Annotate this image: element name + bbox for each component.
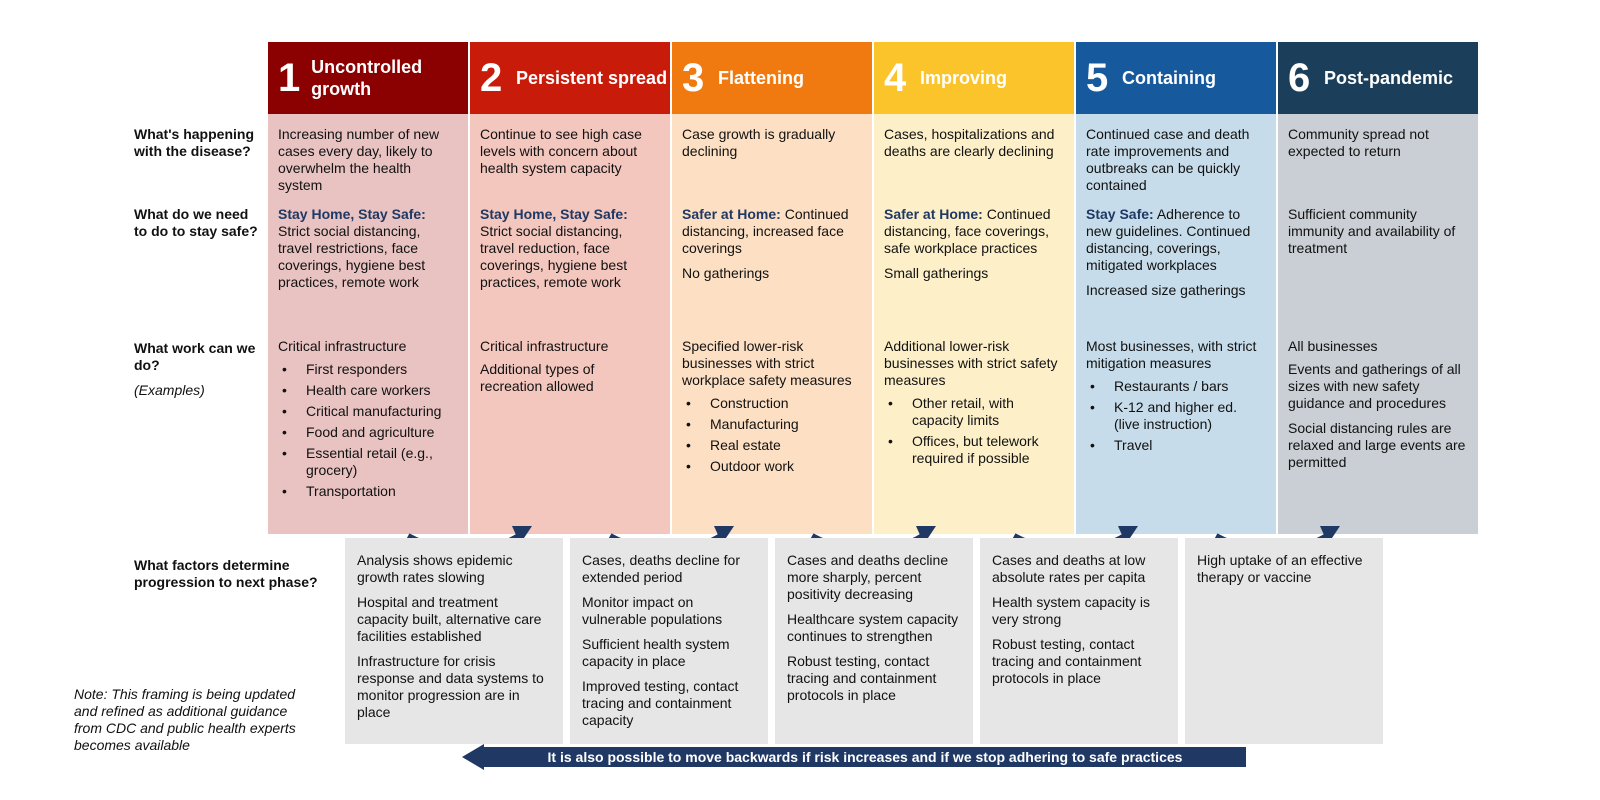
factor-text: Healthcare system capacity continues to strengthen (787, 611, 959, 644)
factor-box-1 (345, 538, 563, 744)
phase-column-6 (1278, 114, 1478, 534)
work-list-item: • First responders (278, 361, 458, 378)
work-list-item: • Transportation (278, 483, 458, 500)
work-cell (874, 338, 1074, 471)
stay-safe-body: Strict social distancing, travel restrictions, face coverings, hygiene best practices, remote work (278, 223, 426, 290)
work-list-item: • Outdoor work (682, 458, 862, 475)
factor-text: Robust testing, contact tracing and containment protocols in place (992, 636, 1142, 686)
disease-text: Continued case and death rate improvements and outbreaks can be quickly contained (1086, 126, 1250, 193)
disease-text: Case growth is gradually declining (682, 126, 836, 159)
phase-header-4 (874, 42, 1074, 114)
stay-safe-lead: Stay Home, Stay Safe (480, 206, 624, 222)
factor-text: Infrastructure for crisis response and data systems to monitor progression are in place (357, 653, 544, 720)
work-list-item: • Travel (1086, 437, 1266, 454)
stay-safe-body: Strict social distancing, travel reduction, face coverings, hygiene best practices, remote work (480, 223, 628, 290)
stay-safe-text (480, 206, 660, 291)
factor-text: Monitor impact on vulnerable populations (582, 594, 723, 627)
work-cell (672, 338, 872, 479)
phase-header-3 (672, 42, 872, 114)
phase-number: 2 (480, 56, 503, 100)
factor-text: Cases and deaths at low absolute rates per capita (992, 552, 1146, 585)
backwards-text: It is also possible to move backwards if risk increases and if we stop adhering to safe practices (547, 749, 1183, 765)
phase-title: Flattening (718, 68, 804, 88)
row-label-work-text: What work can we do? (134, 340, 256, 373)
phase-column-5 (1076, 114, 1276, 534)
phase-header-5 (1076, 42, 1276, 114)
phase-number: 5 (1086, 56, 1109, 100)
work-intro: Most businesses, with strict mitigation measures (1086, 338, 1257, 371)
lead-colon: : (978, 206, 983, 222)
stay-safe-extra: Increased size gatherings (1086, 282, 1246, 298)
phase-title: Improving (920, 68, 1008, 88)
work-intro: Specified lower-risk businesses with strict workplace safety measures (682, 338, 852, 388)
work-list-item: • Other retail, with capacity limits (884, 395, 1064, 429)
work-intro: Critical infrastructure (278, 338, 407, 354)
factor-text: High uptake of an effective therapy or vaccine (1197, 552, 1363, 585)
work-list-item: • Real estate (682, 437, 862, 454)
stay-safe-extra: No gatherings (682, 265, 770, 281)
stay-safe-body: Continued distancing, face coverings, safe workplace practices (884, 206, 1051, 256)
work-list-item: • Essential retail (e.g., grocery) (278, 445, 458, 479)
phase-column-3 (672, 114, 872, 534)
work-intro: All businesses (1288, 338, 1378, 354)
stay-safe-lead: Safer at Home (682, 206, 777, 222)
disease-text: Community spread not expected to return (1288, 126, 1429, 159)
lead-colon: : (776, 206, 781, 222)
phase-column-4 (874, 114, 1074, 534)
stay-safe-cell (672, 206, 872, 290)
factor-box-2 (570, 538, 768, 744)
framing-note: Note: This framing is being updated and refined as additional guidance from CDC and public health experts becomes available (74, 686, 296, 753)
work-list-item: • Manufacturing (682, 416, 862, 433)
factor-text: Sufficient health system capacity in place (582, 636, 730, 669)
disease-cell (672, 126, 872, 168)
disease-text: Cases, hospitalizations and deaths are clearly declining (884, 126, 1055, 159)
factor-text: Cases and deaths decline more sharply, percent positivity decreasing (787, 552, 949, 602)
disease-text: Continue to see high case levels with concern about health system capacity (480, 126, 642, 176)
factor-text: Hospital and treatment capacity built, alternative care facilities established (357, 594, 542, 644)
work-list-item: • Restaurants / bars (1086, 378, 1266, 395)
factor-box-3 (775, 538, 973, 744)
stay-safe-lead: Stay Safe (1086, 206, 1150, 222)
work-list-item: • Health care workers (278, 382, 458, 399)
work-list (682, 395, 862, 475)
work-extra: Social distancing rules are relaxed and large events are permitted (1288, 420, 1466, 470)
work-list-item: • Construction (682, 395, 862, 412)
stay-safe-body: Continued distancing, increased face coverings (682, 206, 849, 256)
work-list-item: • Offices, but telework required if possible (884, 433, 1064, 467)
stay-safe-body: Adherence to new guidelines. Continued distancing, coverings, mitigated workplaces (1086, 206, 1251, 273)
row-label-work-sub: (Examples) (134, 382, 205, 398)
stay-safe-cell (874, 206, 1074, 290)
factor-box-5 (1185, 538, 1383, 744)
work-cell (268, 338, 468, 504)
phase-number: 3 (682, 56, 705, 100)
phase-column-1 (268, 114, 468, 534)
stay-safe-extra: Small gatherings (884, 265, 989, 281)
disease-cell (268, 126, 468, 202)
stay-safe-cell (1076, 206, 1276, 307)
lead-colon: : (421, 206, 426, 222)
row-label-factors: What factors determine progression to next phase? (134, 557, 318, 590)
work-list-item: • Food and agriculture (278, 424, 458, 441)
phase-number: 1 (278, 56, 301, 100)
work-intro: Critical infrastructure (480, 338, 609, 354)
disease-cell (874, 126, 1074, 168)
phase-header-2 (470, 42, 670, 114)
work-extra: Events and gatherings of all sizes with new safety guidance and procedures (1288, 361, 1461, 411)
work-cell (470, 338, 670, 403)
disease-cell (470, 126, 670, 185)
phase-header-1 (268, 42, 468, 114)
stay-safe-cell (1278, 206, 1478, 265)
phase-title: Post-pandemic (1324, 68, 1454, 88)
phase-header-6 (1278, 42, 1478, 114)
work-extra: Additional types of recreation allowed (480, 361, 595, 394)
stay-safe-text (278, 206, 458, 291)
disease-text: Increasing number of new cases every day, likely to overwhelm the health system (278, 126, 440, 193)
stay-safe-text (682, 206, 862, 257)
disease-cell (1076, 126, 1276, 202)
factor-text: Cases, deaths decline for extended period (582, 552, 740, 585)
stay-safe-body: Sufficient community immunity and availability of treatment (1288, 206, 1456, 256)
work-list (278, 361, 458, 500)
stay-safe-lead: Safer at Home (884, 206, 979, 222)
stay-safe-cell (268, 206, 468, 299)
row-label-disease: What's happening with the disease? (134, 126, 254, 159)
work-list-item: • Critical manufacturing (278, 403, 458, 420)
stay-safe-lead: Stay Home, Stay Safe (278, 206, 422, 222)
row-label-stay-safe: What do we need to do to stay safe? (134, 206, 258, 239)
phase-title: Persistent spread (516, 68, 668, 88)
lead-colon: : (1149, 206, 1154, 222)
factor-text: Robust testing, contact tracing and containment protocols in place (787, 653, 937, 703)
factor-text: Health system capacity is very strong (992, 594, 1150, 627)
factor-text: Analysis shows epidemic growth rates slowing (357, 552, 513, 585)
work-list (884, 395, 1064, 467)
factor-text: Improved testing, contact tracing and containment capacity (582, 678, 739, 728)
work-intro: Additional lower-risk businesses with strict safety measures (884, 338, 1058, 388)
work-list-item: • K-12 and higher ed. (live instruction) (1086, 399, 1266, 433)
work-cell (1278, 338, 1478, 479)
row-label-work (134, 340, 264, 399)
factor-box-4 (980, 538, 1178, 744)
phase-number: 6 (1288, 56, 1311, 100)
stay-safe-cell (470, 206, 670, 299)
stay-safe-text (1288, 206, 1468, 257)
work-cell (1076, 338, 1276, 458)
lead-colon: : (623, 206, 628, 222)
stay-safe-text (1086, 206, 1266, 274)
backwards-arrow-head (462, 744, 484, 770)
disease-cell (1278, 126, 1478, 168)
phase-title: Uncontrolled growth (311, 57, 423, 99)
backwards-arrow-bar (484, 747, 1246, 767)
stay-safe-text (884, 206, 1064, 257)
phase-column-2 (470, 114, 670, 534)
phase-title: Containing (1122, 68, 1216, 88)
work-list (1086, 378, 1266, 454)
phase-number: 4 (884, 56, 907, 100)
